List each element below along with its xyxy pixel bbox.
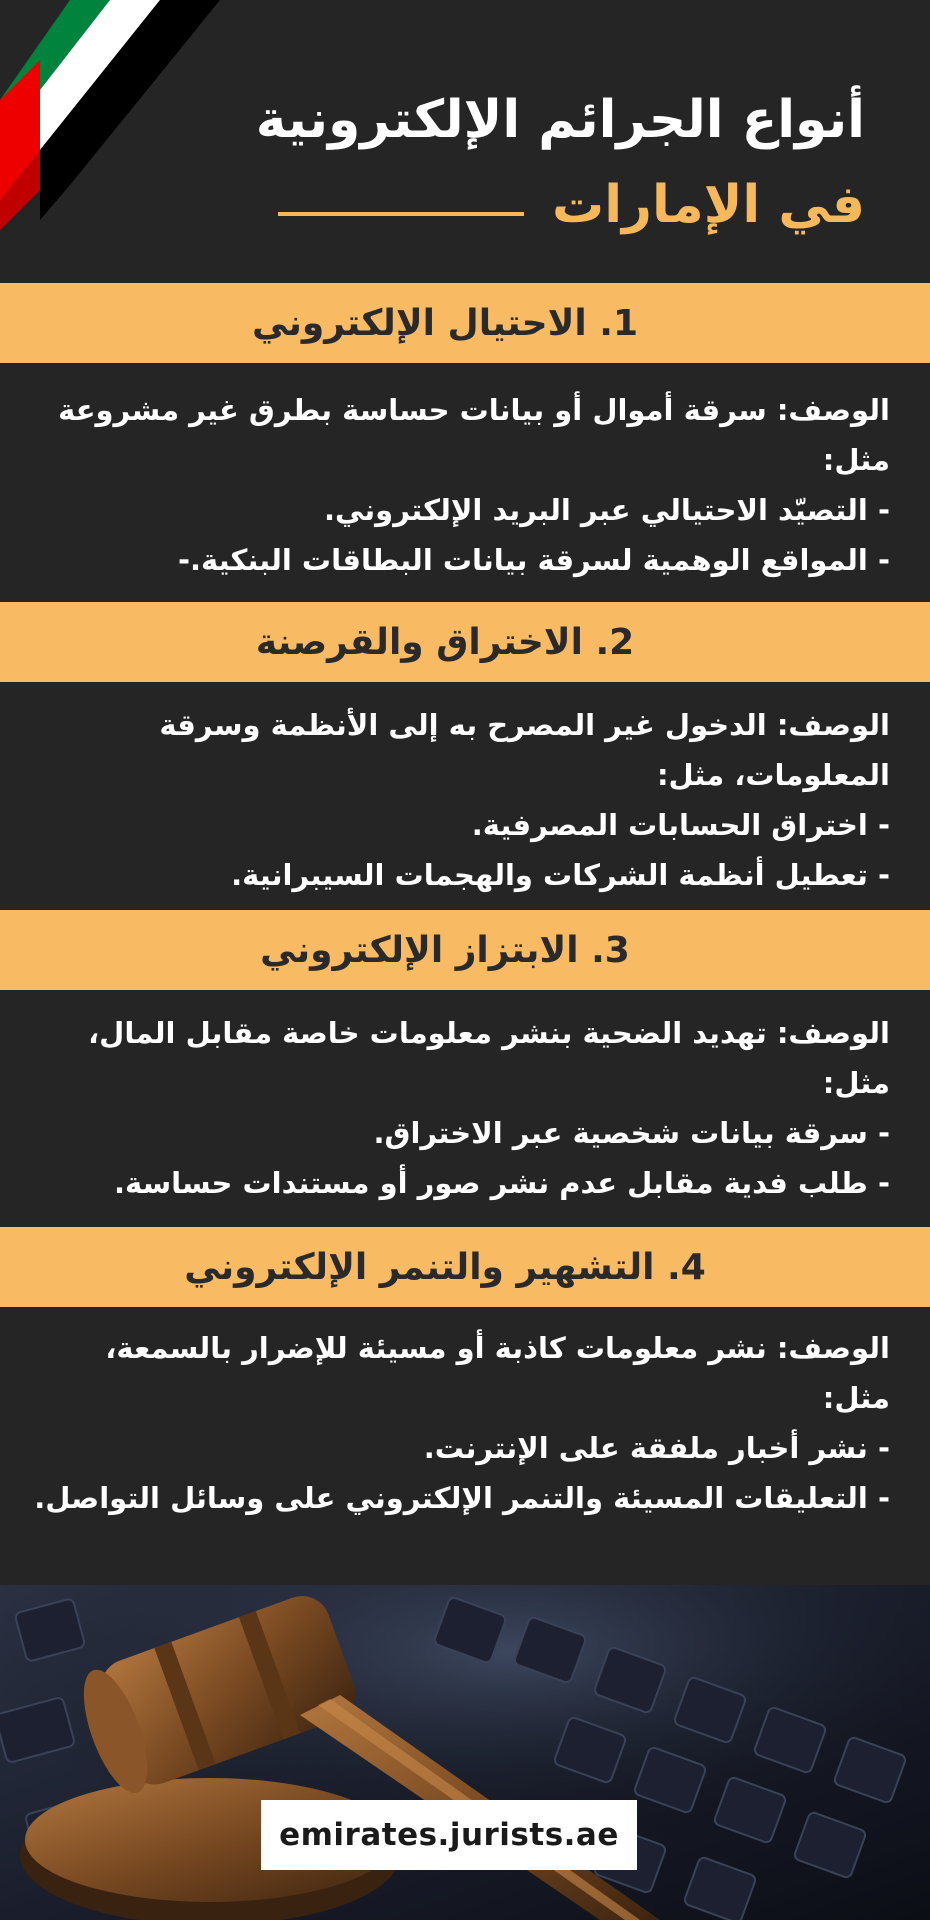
- section-3-body: [20, 1008, 890, 1208]
- header: [0, 0, 930, 283]
- section-4-heading: 4. التشهير والتنمر الإلكتروني: [184, 1246, 706, 1288]
- section-1-example-2: - المواقع الوهمية لسرقة بيانات البطاقات البنكية.-: [177, 543, 890, 577]
- section-3-example-2: - طلب فدية مقابل عدم نشر صور أو مستندات حساسة.: [114, 1166, 890, 1200]
- section-3-heading-band: [0, 910, 930, 990]
- section-2-example-1: - اختراق الحسابات المصرفية.: [471, 808, 890, 842]
- section-2-example-2: - تعطيل أنظمة الشركات والهجمات السيبرانية.: [231, 858, 890, 892]
- section-3-example-1: - سرقة بيانات شخصية عبر الاختراق.: [373, 1116, 890, 1150]
- section-4-body: [30, 1323, 890, 1523]
- section-1-heading-band: [0, 283, 930, 363]
- section-3-heading: 3. الابتزاز الإلكتروني: [260, 929, 630, 971]
- section-4-example-2: - التعليقات المسيئة والتنمر الإلكتروني على وسائل التواصل.: [34, 1481, 890, 1515]
- section-2-heading-band: [0, 602, 930, 682]
- section-3-description: الوصف: تهديد الضحية بنشر معلومات خاصة مقابل المال، مثل:: [88, 1016, 890, 1100]
- uae-flag-icon: [0, 0, 230, 240]
- section-4-example-1: - نشر أخبار ملفقة على الإنترنت.: [423, 1431, 890, 1465]
- section-2-heading: 2. الاختراق والقرصنة: [255, 621, 635, 663]
- title-underline-divider: [278, 212, 524, 216]
- section-2-description: الوصف: الدخول غير المصرح به إلى الأنظمة وسرقة المعلومات، مثل:: [159, 708, 890, 792]
- title-line-2: في الإمارات: [551, 175, 865, 235]
- section-4-description: الوصف: نشر معلومات كاذبة أو مسيئة للإضرار بالسمعة، مثل:: [105, 1331, 890, 1415]
- section-4-heading-band: [0, 1227, 930, 1307]
- section-2-body: [30, 700, 890, 900]
- section-1-body: [30, 385, 890, 585]
- title-line-1: أنواع الجرائم الإلكترونية: [255, 90, 865, 150]
- website-url-box: [261, 1800, 637, 1870]
- website-url: emirates.jurists.ae: [279, 1817, 619, 1853]
- section-1-heading: 1. الاحتيال الإلكتروني: [251, 302, 639, 344]
- section-1-description: الوصف: سرقة أموال أو بيانات حساسة بطرق غير مشروعة مثل:: [58, 393, 890, 477]
- section-1-example-1: - التصيّد الاحتيالي عبر البريد الإلكتروني.: [323, 493, 890, 527]
